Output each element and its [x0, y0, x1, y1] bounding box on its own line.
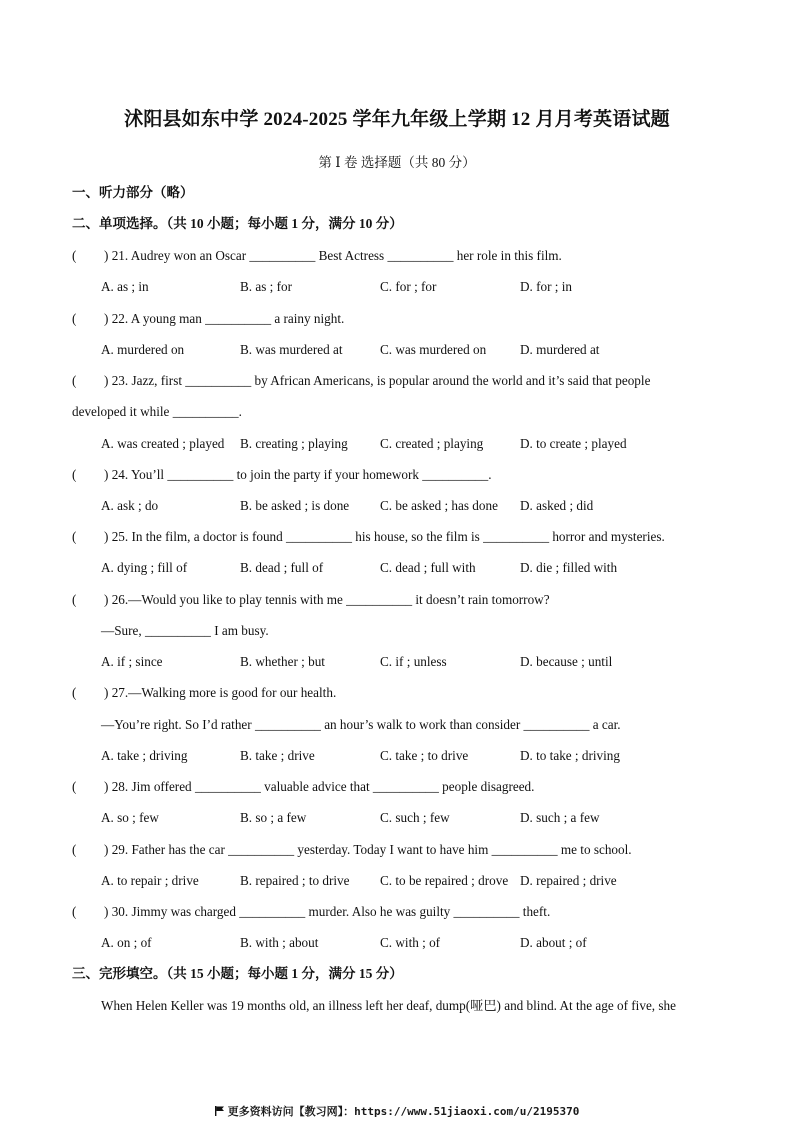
option-d: D. for ; in: [520, 279, 573, 294]
option-d: D. die ; filled with: [520, 560, 618, 575]
option-b: B. so ; a few: [240, 810, 307, 825]
section-listening: 一、听力部分（略）: [72, 185, 194, 200]
page-subtitle: 第 Ⅰ 卷 选择题（共 80 分）: [318, 155, 476, 170]
option-d: D. about ; of: [520, 935, 587, 950]
option-c: C. for ; for: [380, 279, 437, 294]
option-c: C. dead ; full with: [380, 560, 476, 575]
option-b: B. as ; for: [240, 279, 293, 294]
question-text: ) 25. In the film, a doctor is found __________ his house, so the film is __________ horror and mysteries.: [104, 529, 665, 544]
option-c: C. created ; playing: [380, 436, 484, 451]
question-text-continued: —Sure, __________ I am busy.: [101, 623, 269, 638]
option-b: B. whether ; but: [240, 654, 325, 669]
option-b: B. take ; drive: [240, 748, 315, 763]
option-c: C. such ; few: [380, 810, 450, 825]
answer-paren: (: [72, 311, 77, 326]
section-cloze: 三、完形填空。（共 15 小题；每小题 1 分，满分 15 分）: [72, 966, 403, 981]
option-a: A. dying ; fill of: [101, 560, 188, 575]
option-d: D. to create ; played: [520, 436, 627, 451]
option-c: C. with ; of: [380, 935, 441, 950]
option-a: A. was created ; played: [101, 436, 225, 451]
answer-paren: (: [72, 779, 77, 794]
section-single-choice: 二、单项选择。（共 10 小题；每小题 1 分，满分 10 分）: [72, 216, 403, 231]
question-text: ) 21. Audrey won an Oscar __________ Best Actress __________ her role in this film.: [104, 248, 562, 263]
option-b: B. was murdered at: [240, 342, 343, 357]
answer-paren: (: [72, 467, 77, 482]
answer-paren: (: [72, 373, 77, 388]
answer-paren: (: [72, 904, 77, 919]
option-c: C. if ; unless: [380, 654, 447, 669]
option-d: D. asked ; did: [520, 498, 594, 513]
flag-icon: [215, 1106, 224, 1116]
option-a: A. on ; of: [101, 935, 152, 950]
question-text-continued: developed it while __________.: [72, 404, 242, 419]
question-text: ) 24. You’ll __________ to join the party if your homework __________.: [104, 467, 492, 482]
option-b: B. with ; about: [240, 935, 319, 950]
question-text: ) 26.—Would you like to play tennis with me __________ it doesn’t rain tomorrow?: [104, 592, 550, 607]
option-a: A. murdered on: [101, 342, 185, 357]
answer-paren: (: [72, 529, 77, 544]
question-text: ) 23. Jazz, first __________ by African Americans, is popular around the world and it’s said that people: [104, 373, 651, 388]
answer-paren: (: [72, 592, 77, 607]
option-a: A. to repair ; drive: [101, 873, 199, 888]
answer-paren: (: [72, 248, 77, 263]
option-a: A. take ; driving: [101, 748, 188, 763]
page-title: 沭阳县如东中学 2024-2025 学年九年级上学期 12 月月考英语试题: [124, 109, 670, 130]
option-c: C. was murdered on: [380, 342, 487, 357]
option-b: B. creating ; playing: [240, 436, 348, 451]
question-text-continued: —You’re right. So I’d rather __________ an hour’s walk to work than consider __________ a car.: [101, 717, 621, 732]
question-text: ) 29. Father has the car __________ yesterday. Today I want to have him __________ me to school.: [104, 842, 632, 857]
footer-link[interactable]: 更多资料访问【教习网】：https://www.51jiaoxi.com/u/2195370: [227, 1105, 580, 1118]
option-d: D. murdered at: [520, 342, 600, 357]
option-c: C. take ; to drive: [380, 748, 469, 763]
answer-paren: (: [72, 685, 77, 700]
option-d: D. such ; a few: [520, 810, 600, 825]
option-d: D. to take ; driving: [520, 748, 620, 763]
option-c: C. to be repaired ; drove: [380, 873, 509, 888]
footer: [0, 1103, 794, 1119]
option-a: A. so ; few: [101, 810, 159, 825]
option-a: A. if ; since: [101, 654, 163, 669]
option-d: D. because ; until: [520, 654, 613, 669]
option-a: A. as ; in: [101, 279, 149, 294]
option-b: B. repaired ; to drive: [240, 873, 350, 888]
question-text: ) 30. Jimmy was charged __________ murder. Also he was guilty __________ theft.: [104, 904, 551, 919]
answer-paren: (: [72, 842, 77, 857]
option-c: C. be asked ; has done: [380, 498, 498, 513]
question-text: ) 28. Jim offered __________ valuable advice that __________ people disagreed.: [104, 779, 535, 794]
passage-line: When Helen Keller was 19 months old, an illness left her deaf, dump(哑巴) and blind. At the age of five, she: [101, 998, 676, 1013]
question-text: ) 27.—Walking more is good for our health.: [104, 685, 337, 700]
option-b: B. be asked ; is done: [240, 498, 350, 513]
option-b: B. dead ; full of: [240, 560, 324, 575]
option-d: D. repaired ; drive: [520, 873, 617, 888]
question-text: ) 22. A young man __________ a rainy night.: [104, 311, 345, 326]
option-a: A. ask ; do: [101, 498, 159, 513]
